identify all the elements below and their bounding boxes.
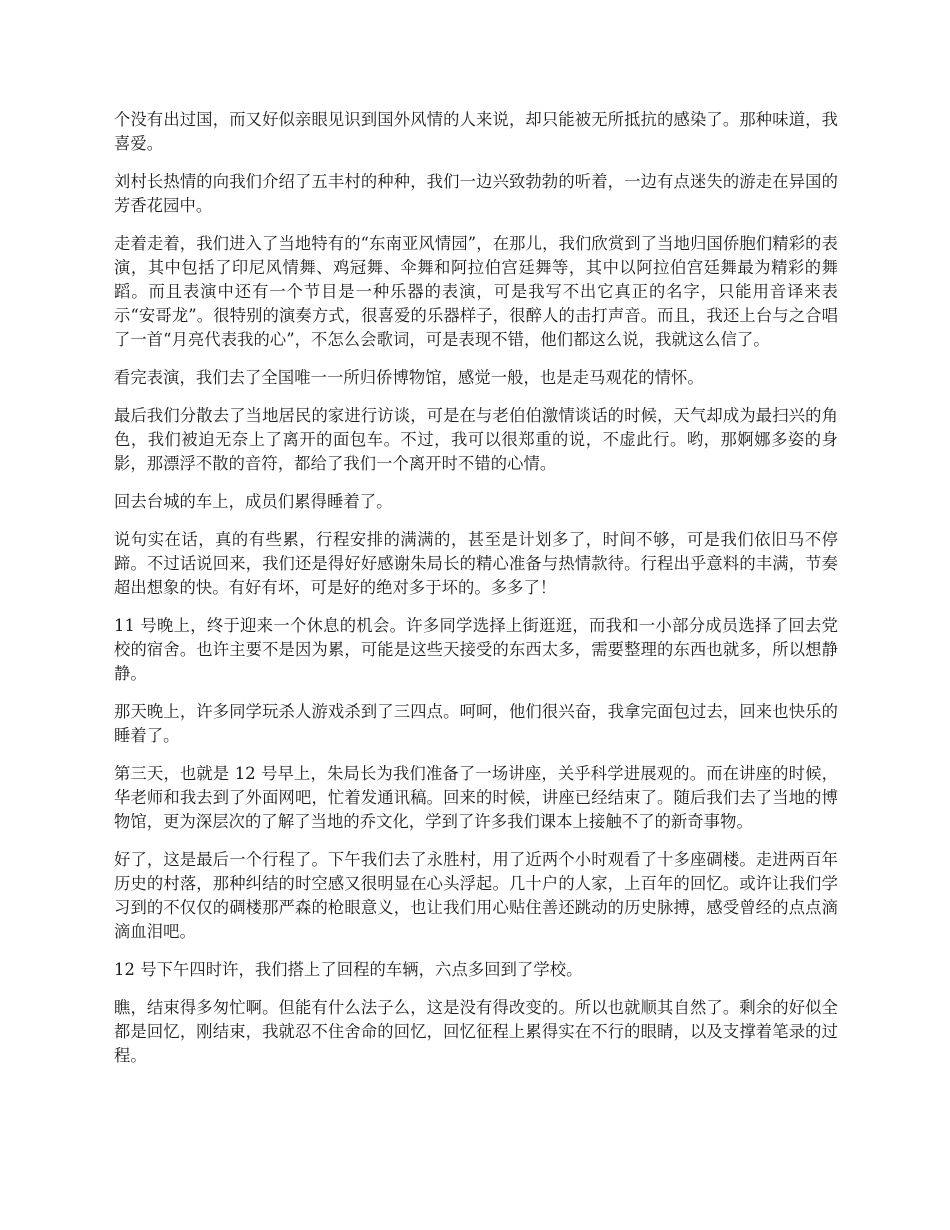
paragraph-4: 看完表演，我们去了全国唯一一所归侨博物馆，感觉一般，也是走马观花的情怀。	[114, 368, 704, 387]
paragraph-6: 回去台城的车上，成员们累得睡着了。	[114, 492, 393, 511]
paragraph-7: 说句实在话，真的有些累，行程安排的满满的，甚至是计划多了，时间不够，可是我们依旧马不停蹄。不过话说回来，我们还是得好好感谢朱局长的精心准备与热情款待。行程出乎意料的丰满，节奏超出想象的快。有好有坏，可是好的绝对多于坏的。多多了！	[114, 530, 838, 597]
paragraph-1: 个没有出过国，而又好似亲眼见识到国外风情的人来说，却只能被无所抵抗的感染了。那种味道，我喜爱。	[114, 110, 838, 153]
paragraph-8: 11 号晚上，终于迎来一个休息的机会。许多同学选择上街逛逛，而我和一小部分成员选择了回去党校的宿舍。也许主要不是因为累，可能是这些天接受的东西太多，需要整理的东西也就多，所以想静静。	[114, 616, 838, 683]
paragraph-9: 那天晚上，许多同学玩杀人游戏杀到了三四点。呵呵，他们很兴奋，我拿完面包过去，回来也快乐的睡着了。	[114, 702, 838, 745]
paragraph-11: 好了，这是最后一个行程了。下午我们去了永胜村，用了近两个小时观看了十多座碉楼。走进两百年历史的村落，那种纠结的时空感又很明显在心头浮起。几十户的人家，上百年的回忆。或许让我们学习到的不仅仅的碉楼那严森的枪眼意义，也让我们用心贴住善还跳动的历史脉搏，感受曾经的点点滴滴血泪吧。	[114, 850, 838, 941]
paragraph-12: 12 号下午四时许，我们搭上了回程的车辆，六点多回到了学校。	[114, 960, 583, 979]
paragraph-10: 第三天，也就是 12 号早上，朱局长为我们准备了一场讲座，关乎科学进展观的。而在讲座的时候，华老师和我去到了外面网吧，忙着发通讯稿。回来的时候，讲座已经结束了。随后我们去了当地的博物馆，更为深层次的了解了当地的乔文化，学到了许多我们课本上接触不了的新奇事物。	[114, 764, 838, 831]
paragraph-13: 瞧，结束得多匆忙啊。但能有什么法子么，这是没有得改变的。所以也就顺其自然了。剩余的好似全都是回忆，刚结束，我就忍不住舍命的回忆，回忆征程上累得实在不行的眼睛，以及支撑着笔录的过程。	[114, 998, 838, 1065]
paragraph-3: 走着走着，我们进入了当地特有的“东南亚风情园”，在那儿，我们欣赏到了当地归国侨胞们精彩的表演，其中包括了印尼风情舞、鸡冠舞、伞舞和阿拉伯宫廷舞等，其中以阿拉伯宫廷舞最为精彩的舞蹈。而且表演中还有一个节目是一种乐器的表演，可是我写不出它真正的名字，只能用音译来表示“安哥龙”。很特别的演奏方式，很喜爱的乐器样子，很醉人的击打声音。而且，我还上台与之合唱了一首“月亮代表我的心”，不怎么会歌词，可是表现不错，他们都这么说，我就这么信了。	[114, 234, 838, 349]
paragraph-5: 最后我们分散去了当地居民的家进行访谈，可是在与老伯伯激情谈话的时候，天气却成为最扫兴的角色，我们被迫无奈上了离开的面包车。不过，我可以很郑重的说，不虚此行。哟，那婀娜多姿的身影，那漂浮不散的音符，都给了我们一个离开时不错的心情。	[114, 406, 838, 473]
paragraph-2: 刘村长热情的向我们介绍了五丰村的种种，我们一边兴致勃勃的听着，一边有点迷失的游走在异国的芳香花园中。	[114, 172, 838, 215]
document-page	[114, 108, 838, 1082]
